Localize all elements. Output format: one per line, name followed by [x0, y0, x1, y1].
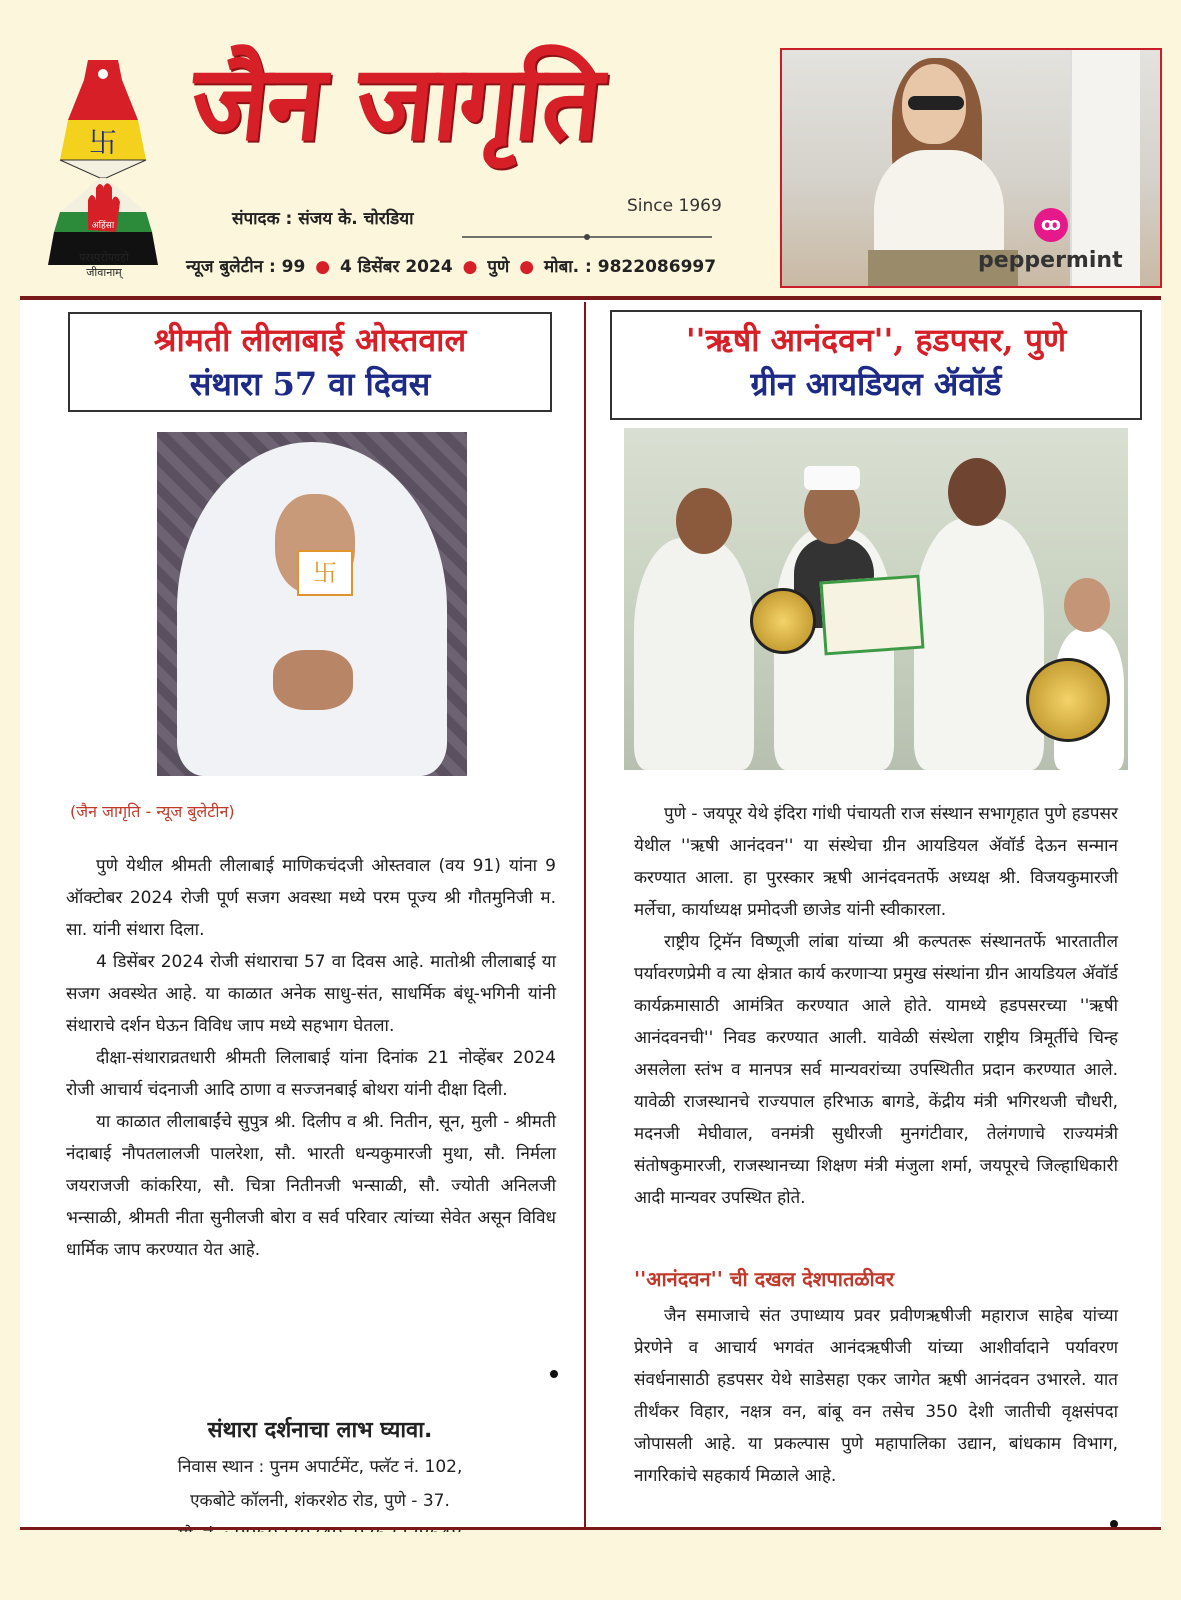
footer-band	[20, 1532, 1161, 1580]
issue-line: न्यूज बुलेटीन : 99 ● 4 डिसेंबर 2024 ● पुणे ● मोबा. : 9822086997	[186, 257, 717, 277]
masthead	[0, 0, 1181, 300]
left-paragraph: दीक्षा-संथाराव्रतधारी श्रीमती लिलाबाई यांना दिनांक 21 नोव्हेंबर 2024 रोजी आचार्य चंदनाजी आदि ठाणा व सज्जनबाई बोथरा यांनी दीक्षा दिली.	[66, 1048, 556, 1100]
certificate	[820, 575, 925, 656]
right-paragraph: राष्ट्रीय ट्रिमॅन विष्णूजी लांबा यांच्या श्री कल्पतरू संस्थानतर्फे भारतातील पर्यावरणप्रेमी व त्या क्षेत्रात कार्य करणाऱ्या प्रमुख संस्थांना ग्रीन आयडियल ॲवॉर्ड कार्यक्रमासाठी आमंत्रित करण्यात आले होते. यामध्ये हडपसरच्या ''ऋषी आनंदवनची'' निवड करण्यात आली. यावेळी संस्थेला राष्ट्रीय त्रिमूर्तीचे चिन्ह असलेला स्तंभ व मानपत्र सर्व मान्यवरांच्या उपस्थितीत प्रदान करण्यात आले. यावेळी राजस्थानचे राज्यपाल हरिभाऊ बागडे, केंद्रीय मंत्री भगिरथजी चौधरी, मदनजी मेघीवाल, वनमंत्री सुधीरजी मुनगंटीवार, तेलंगणाचे राज्यमंत्री संतोषकुमारजी, राजस्थानच्या शिक्षण मंत्री मंजुला शर्मा, जयपूरचे जिल्हाधिकारी आदी मान्यवर उपस्थित होते.	[634, 932, 1118, 1208]
peppermint-logo-icon: ꝏ	[1034, 208, 1068, 242]
left-paragraph: या काळात लीलाबाईंचे सुपुत्र श्री. दिलीप व श्री. नितीन, सून, मुली - श्रीमती नंदाबाई नौपतलालजी पालरेशा, सौ. भारती धन्यकुमारजी मुथा, सौ. निर्मला जयराजजी कांकरिया, सौ. चित्रा नितीनजी भन्साळी, सौ. ज्योती अनिलजी भन्साळी, श्रीमती नीता सुनीलजी बोरा व सर्व परिवार त्यांच्या सेवेत असून विविध धार्मिक जाप करण्यात येत आहे.	[66, 1112, 556, 1260]
svg-text:卐: 卐	[88, 126, 118, 159]
editor-name: संपादक : संजय के. चोरडिया	[232, 209, 414, 229]
issue-city: पुणे	[487, 257, 510, 277]
issue-date: 4 डिसेंबर 2024	[340, 257, 453, 277]
ad-sunglasses	[908, 96, 964, 110]
mask-swastika-icon: 卐	[297, 550, 353, 596]
ad-brand-name: peppermint	[978, 248, 1123, 273]
left-headline-line2: संथारा 57 वा दिवस	[189, 365, 431, 403]
ornament-divider	[462, 232, 712, 242]
issue-phone: मोबा. : 9822086997	[544, 257, 717, 277]
right-article-body-2	[634, 1300, 1118, 1492]
left-paragraph: 4 डिसेंबर 2024 रोजी संथाराचा 57 वा दिवस आहे. मातोश्री लीलाबाई या सजग अवस्थेत आहे. या काळात अनेक साधु-संत, साधर्मिक बंधू-भगिनी यांनी संथाराचे दर्शन घेऊन विविध जाप मध्ये सहभाग घेतला.	[66, 952, 556, 1036]
issue-number: न्यूज बुलेटीन : 99	[186, 257, 306, 277]
left-headline-box	[68, 312, 552, 412]
end-bullet	[550, 1370, 558, 1378]
contact-block	[70, 1412, 570, 1552]
left-article-body	[66, 850, 556, 1266]
left-article-photo	[157, 432, 467, 776]
contact-address-line1: निवास स्थान : पुनम अपार्टमेंट, फ्लॅट नं. 102,	[177, 1457, 463, 1477]
right-article-photo	[624, 428, 1128, 770]
since-year: Since 1969	[627, 196, 722, 216]
contact-heading: संथारा दर्शनाचा लाभ घ्यावा.	[207, 1418, 433, 1443]
right-subheading: ''आनंदवन'' ची दखल देशपातळीवर	[634, 1267, 895, 1291]
left-headline-line1: श्रीमती लीलाबाई ओस्तवाल	[153, 321, 467, 359]
right-paragraph: जैन समाजाचे संत उपाध्याय प्रवर प्रवीणऋषीजी महाराज साहेब यांच्या प्रेरणेने व आचार्य भगवंत आनंदऋषीजी यांच्या आशीर्वादाने पर्यावरण संवर्धनासाठी हडपसर येथे साडेसहा एकर जागेत ऋषी आनंदवन उभारले. यात तीर्थंकर विहार, नक्षत्र वन, बांबू वन तसेच 350 देशी जातीची वृक्षसंपदा जोपासली आहे. या प्रकल्पास पुणे महापालिका उद्यान, बांधकाम विभाग, नागरिकांचे सहकार्य मिळाले आहे.	[634, 1306, 1118, 1486]
svg-text:अहिंसा: अहिंसा	[91, 221, 115, 231]
contact-address-line2: एकबोटे कॉलनी, शंकरशेठ रोड, पुणे - 37.	[190, 1491, 450, 1511]
right-headline-line1: ''ऋषी आनंदवन'', हडपसर, पुणे	[685, 321, 1067, 359]
left-photo-caption: (जैन जागृति - न्यूज बुलेटीन)	[70, 802, 235, 821]
left-paragraph: पुणे येथील श्रीमती लीलाबाई माणिकचंदजी ओस्तवाल (वय 91) यांना 9 ऑक्टोबर 2024 रोजी पूर्ण सजग अवस्था मध्ये परम पूज्य श्री गौतमुनिजी म. सा. यांनी संथारा दिला.	[66, 856, 556, 940]
right-paragraph: पुणे - जयपूर येथे इंदिरा गांधी पंचायती राज संस्थान सभागृहात पुणे हडपसर येथील ''ऋषी आनंदवन'' या संस्थेचा ग्रीन आयडियल ॲवॉर्ड देऊन सन्मान करण्यात आला. हा पुरस्कार ऋषी आनंदवनतर्फे अध्यक्ष श्री. विजयकुमारजी मर्लेचा, कार्याध्यक्ष प्रमोदजी छाजेड यांनी स्वीकारला.	[634, 804, 1118, 920]
footer-rule	[20, 1527, 1161, 1530]
column-divider	[584, 302, 586, 1527]
newspaper-title: जैन जागृति	[185, 41, 607, 164]
right-article-body	[634, 798, 1118, 1214]
emblem-motto: परस्परोपग्रहो जीवानाम्	[79, 251, 129, 279]
advertisement[interactable]	[780, 48, 1162, 288]
right-headline-line2: ग्रीन आयडियल ॲवॉर्ड	[750, 365, 1002, 403]
right-headline-box	[610, 310, 1142, 420]
